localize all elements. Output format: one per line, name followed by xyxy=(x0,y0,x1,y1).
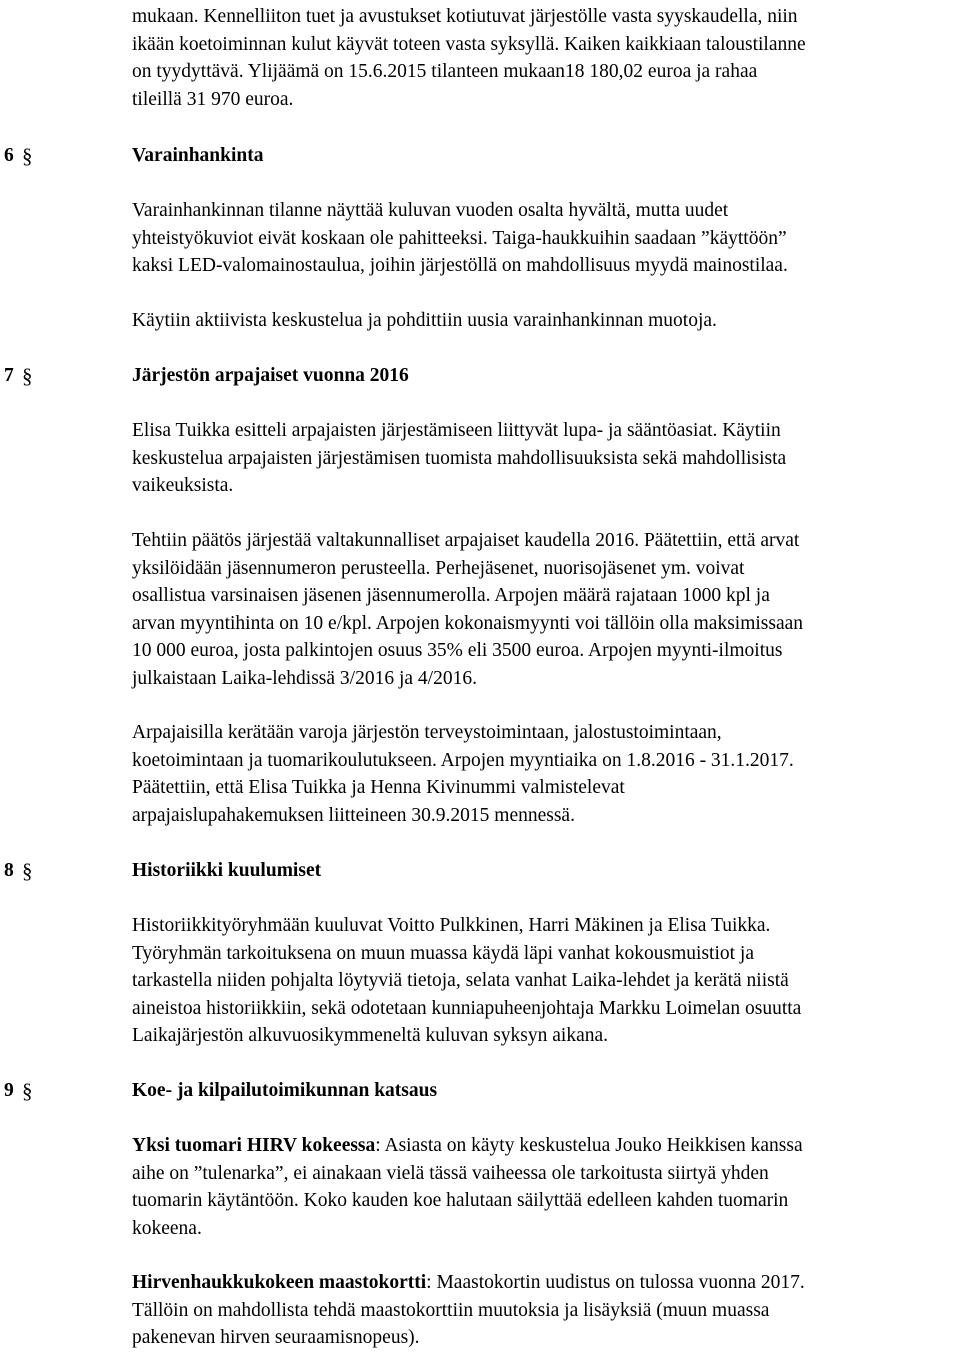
section-7-paragraph-3 xyxy=(132,719,958,829)
text-line: on tyydyttävä. Ylijäämä on 15.6.2015 tilanteen mukaan18 180,02 euroa ja rahaa xyxy=(132,61,758,82)
section-7-paragraph-1 xyxy=(132,417,958,500)
section-title: Järjestön arpajaiset vuonna 2016 xyxy=(132,365,409,386)
bold-lead: Hirvenhaukkukokeen maastokortti xyxy=(132,1272,427,1293)
text-line: aihe on ”tulenarka”, ei ainakaan vielä tässä vaiheessa ole tarkoitusta siirtyä yhden xyxy=(132,1162,769,1184)
text-line: 10 000 euroa, josta palkintojen osuus 35% eli 3500 euroa. Arpojen myynti-ilmoitus xyxy=(132,640,783,661)
text-line xyxy=(132,1132,958,1160)
text-line: keskustelua arpajaisten järjestämisen tuomista mahdollisuuksista sekä mahdollisista xyxy=(132,447,787,469)
section-sign-icon: § xyxy=(22,1079,33,1103)
section-number: 7 xyxy=(4,365,14,386)
text-line: osallistua varsinaisen jäsenen jäsennumerolla. Arpojen määrä rajataan 1000 kpl ja xyxy=(132,585,770,606)
text-line: vaikeuksista. xyxy=(132,475,234,496)
text-line: tarkastella niiden pohjalta löytyviä tietoja, selata vanhat Laika-lehdet ja kerätä niistä xyxy=(132,970,789,991)
section-8-heading xyxy=(0,857,960,885)
text-line: Työryhmän tarkoituksena on muun muassa käydä läpi vanhat kokousmuistiot ja xyxy=(132,942,754,964)
text-line: Käytiin aktiivista keskustelua ja pohdittiin uusia varainhankinnan muotoja. xyxy=(132,310,717,331)
section-9-paragraph-2 xyxy=(132,1269,958,1352)
text-line: Arpajaisilla kerätään varoja järjestön terveystoimintaan, jalostustoimintaan, xyxy=(132,722,722,743)
text-line: arvan myyntihinta on 10 e/kpl. Arpojen kokonaismyynti voi tällöin olla maksimissaan xyxy=(132,612,804,634)
text-line: tuomarin käytäntöön. Koko kauden koe halutaan säilyttää edelleen kahden tuomarin xyxy=(132,1190,789,1211)
section-title: Koe- ja kilpailutoimikunnan katsaus xyxy=(132,1080,438,1101)
section-number: 9 xyxy=(4,1080,14,1101)
section-7-heading xyxy=(0,362,960,390)
text-line: yksilöidään jäsennumeron perusteella. Perhejäsenet, nuorisojäsenet ym. voivat xyxy=(132,557,745,579)
text-line: Historiikkityöryhmään kuuluvat Voitto Pulkkinen, Harri Mäkinen ja Elisa Tuikka. xyxy=(132,915,771,936)
text-line: kaksi LED-valomainostaulua, joihin järjestöllä on mahdollisuus myydä mainostilaa. xyxy=(132,255,788,276)
text-line: kokeena. xyxy=(132,1217,202,1239)
section-number: 8 xyxy=(4,860,14,881)
text-line: arpajaislupahakemuksen liitteineen 30.9.2015 mennessä. xyxy=(132,804,575,826)
section-9-paragraph-1 xyxy=(132,1132,958,1242)
bold-lead: Yksi tuomari HIRV kokeessa xyxy=(132,1135,376,1156)
section-title: Historiikki kuulumiset xyxy=(132,860,322,881)
text-line: Laikajärjestön alkuvuosikymmeneltä kuluvan syksyn aikana. xyxy=(132,1025,609,1046)
intro-paragraph xyxy=(132,3,958,113)
text-run: : Maastokortin uudistus on tulossa vuonna 2017. xyxy=(426,1272,805,1293)
section-title: Varainhankinta xyxy=(132,145,264,166)
text-line: Päätettiin, että Elisa Tuikka ja Henna Kivinummi valmistelevat xyxy=(132,777,625,798)
text-line: Varainhankinnan tilanne näyttää kuluvan vuoden osalta hyvältä, mutta uudet xyxy=(132,200,729,221)
text-line: mukaan. Kennelliiton tuet ja avustukset kotiutuvat järjestölle vasta syyskaudella, niin xyxy=(132,6,798,27)
text-line: ikään koetoiminnan kulut käyvät toteen vasta syksyllä. Kaiken kaikkiaan taloustilanne xyxy=(132,33,806,55)
section-8-paragraph-1 xyxy=(132,912,958,1050)
text-line: Tehtiin päätös järjestää valtakunnalliset arpajaiset kaudella 2016. Päätettiin, että arvat xyxy=(132,530,800,551)
section-9-heading xyxy=(0,1077,960,1105)
text-line xyxy=(132,1269,958,1297)
text-line: koetoimintaan ja tuomarikoulutukseen. Arpojen myyntiaika on 1.8.2016 - 31.1.2017. xyxy=(132,749,794,771)
text-line: yhteistyökuviot eivät koskaan ole pahitteeksi. Taiga-haukkuihin saadaan ”käyttöön” xyxy=(132,227,787,249)
section-number: 6 xyxy=(4,145,14,166)
text-line: pakenevan hirven seuraamisnopeus). xyxy=(132,1327,420,1348)
section-sign-icon: § xyxy=(22,859,33,883)
section-6-paragraph-1 xyxy=(132,197,958,280)
section-sign-icon: § xyxy=(22,364,33,388)
section-sign-icon: § xyxy=(22,144,33,168)
text-run: : Asiasta on käyty keskustelua Jouko Heikkisen kanssa xyxy=(375,1135,803,1156)
text-line: julkaistaan Laika-lehdissä 3/2016 ja 4/2016. xyxy=(132,667,477,689)
text-line: tileillä 31 970 euroa. xyxy=(132,88,294,110)
section-6-heading xyxy=(0,142,960,170)
text-line: Elisa Tuikka esitteli arpajaisten järjestämiseen liittyvät lupa- ja sääntöasiat. Käytiin xyxy=(132,420,781,441)
text-line: Tällöin on mahdollista tehdä maastokorttiin muutoksia ja lisäyksiä (muun muassa xyxy=(132,1299,770,1321)
section-7-paragraph-2 xyxy=(132,527,958,692)
section-6-paragraph-2 xyxy=(132,307,958,335)
text-line: aineistoa historiikkiin, sekä odotetaan kunniapuheenjohtaja Markku Loimelan osuutta xyxy=(132,997,802,1019)
